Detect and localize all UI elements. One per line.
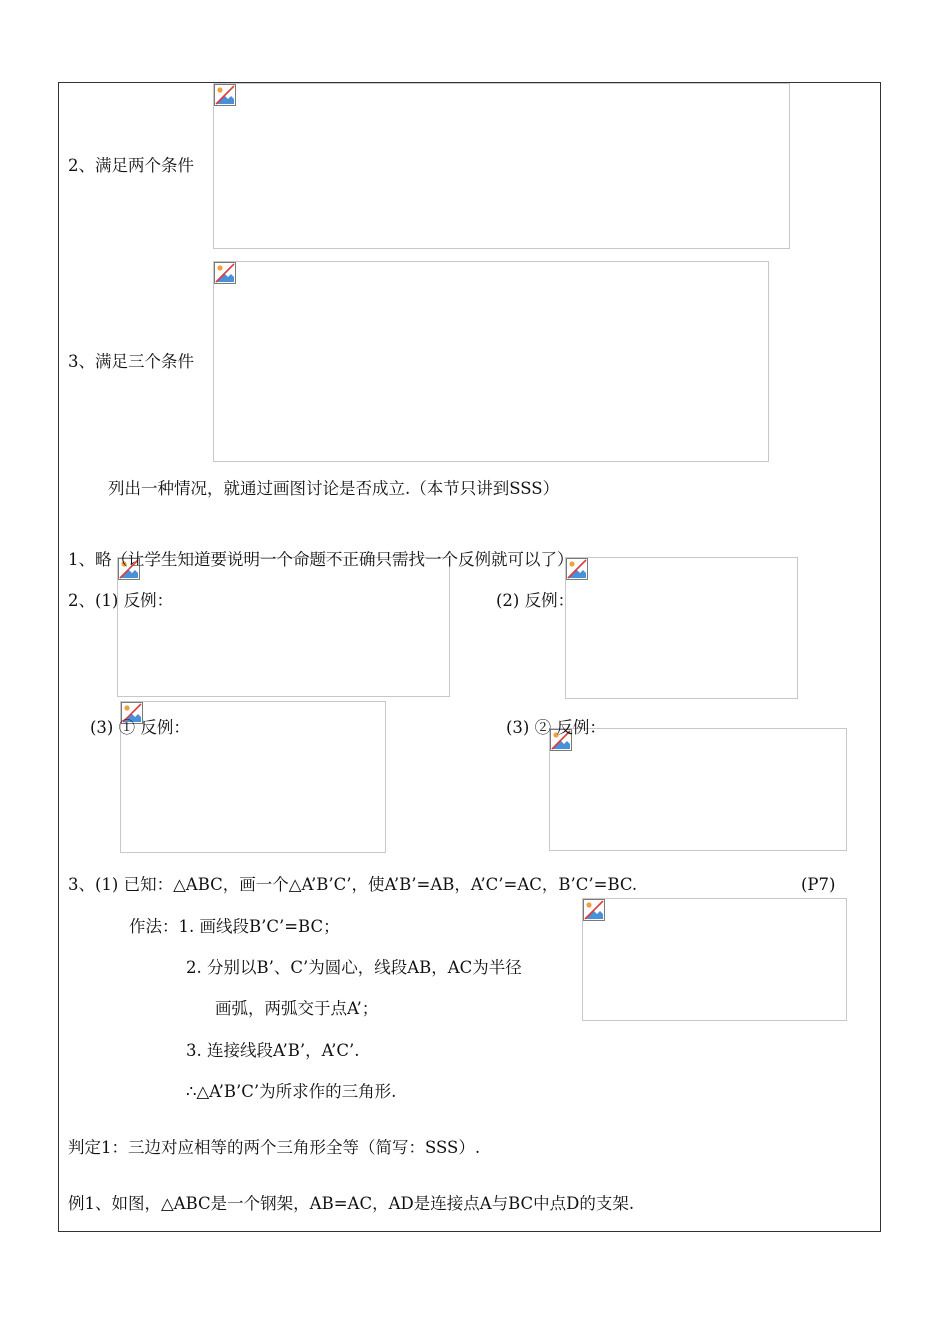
line-theorem: 判定1：三边对应相等的两个三角形全等（简写：SSS）. — [68, 1138, 481, 1157]
line-item-2-2: (2) 反例： — [496, 591, 575, 610]
figure-two-conditions — [213, 83, 790, 249]
broken-image-icon — [214, 84, 236, 106]
line-example-1: 例1、如图，△ABC是一个钢架，AB=AC，AD是连接点A与BC中点D的支架. — [68, 1194, 635, 1213]
line-method-2: 2. 分别以B’、C’为圆心，线段AB，AC为半径 — [186, 958, 522, 977]
line-two-conditions: 2、满足两个条件 — [68, 156, 194, 175]
figure-counterexample-2-1 — [117, 557, 450, 697]
line-method-1: 作法：1. 画线段B’C’=BC； — [129, 917, 340, 936]
figure-construction-sss — [582, 898, 847, 1021]
figure-counterexample-3-2 — [549, 728, 847, 851]
broken-image-icon — [214, 262, 236, 284]
line-method-2b: 画弧，两弧交于点A’； — [215, 999, 379, 1018]
line-method-3: 3. 连接线段A’B’，A’C’. — [186, 1041, 360, 1060]
broken-image-icon — [583, 899, 605, 921]
line-item-3-ref: (P7) — [801, 875, 836, 894]
line-conclusion: ∴△A’B’C’为所求作的三角形. — [186, 1082, 397, 1101]
figure-three-conditions — [213, 261, 769, 462]
line-item-3-1: 3、(1) 已知：△ABC，画一个△A’B’C’，使A’B’=AB，A’C’=AC，B’C’=BC. — [68, 875, 638, 894]
line-item-2-1: 2、(1) 反例： — [68, 591, 174, 610]
figure-counterexample-2-2 — [565, 557, 798, 699]
line-list-intro: 列出一种情况，就通过画图讨论是否成立.（本节只讲到SSS） — [108, 479, 560, 498]
line-item-2-3a: (3) ① 反例： — [90, 718, 190, 737]
line-item-1: 1、略（让学生知道要说明一个命题不正确只需找一个反例就可以了） — [68, 550, 574, 569]
line-three-conditions: 3、满足三个条件 — [68, 352, 194, 371]
line-item-2-3b: (3) ② 反例： — [506, 718, 606, 737]
